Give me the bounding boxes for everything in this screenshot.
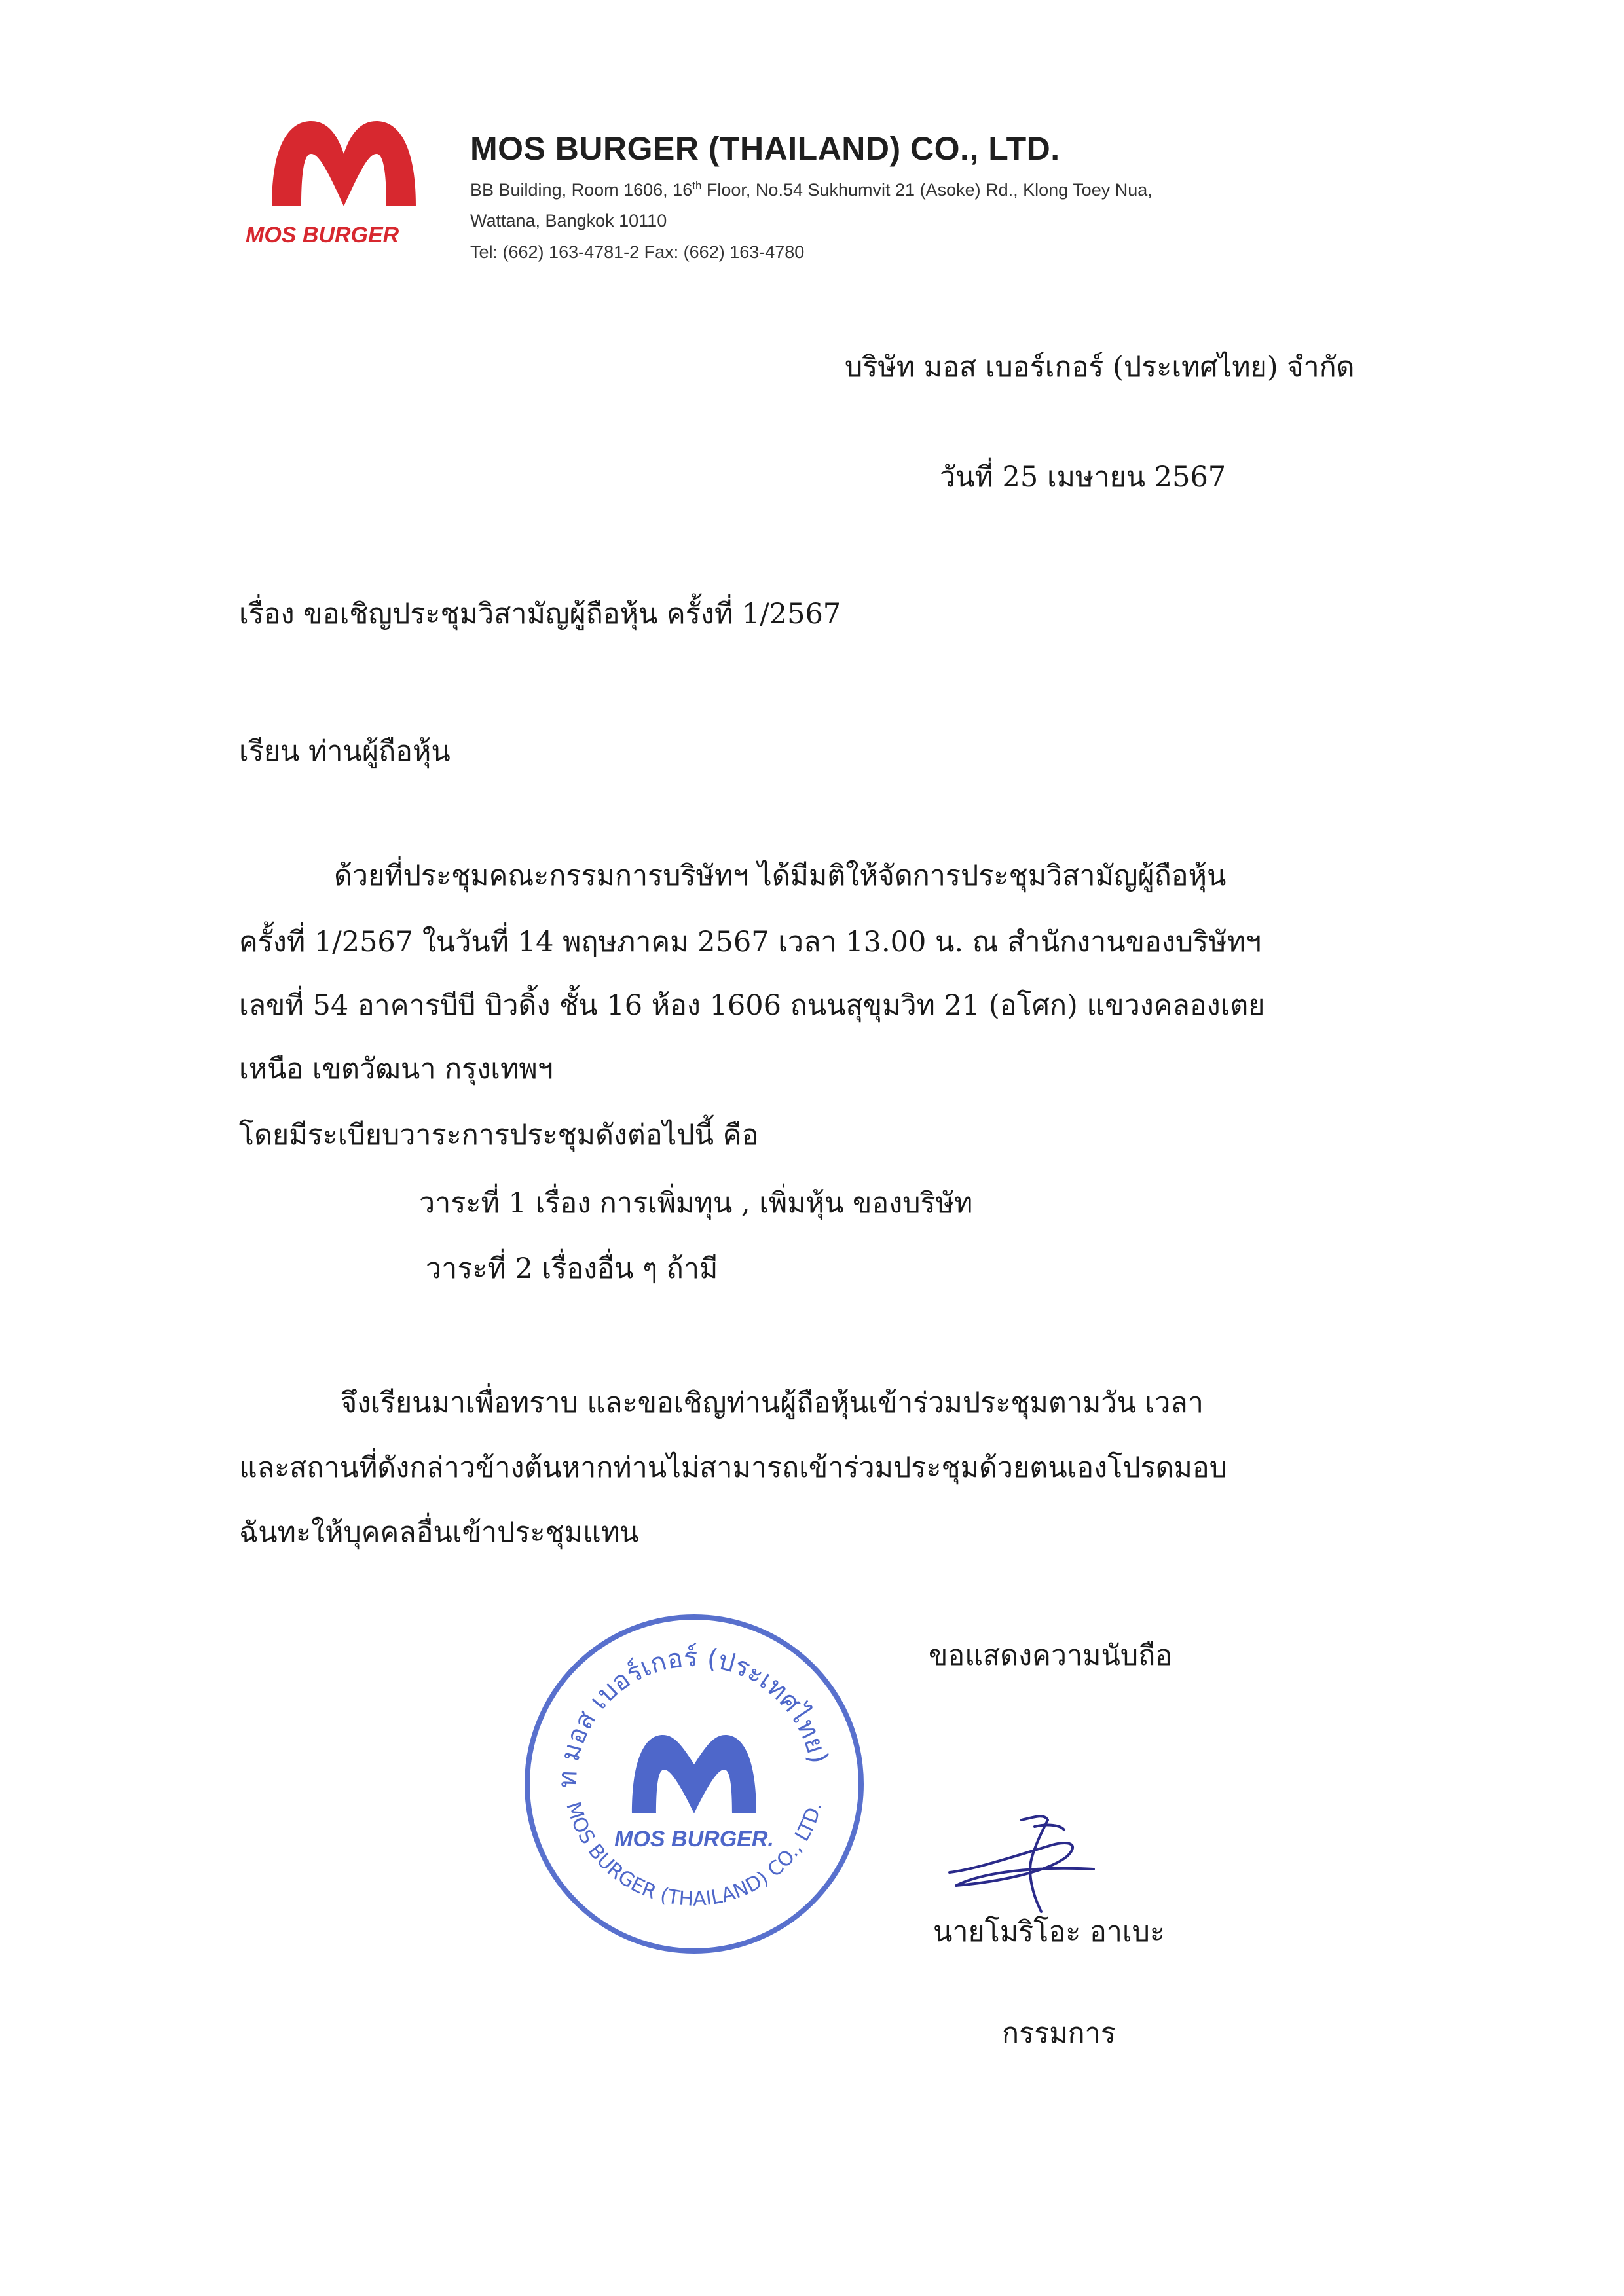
paragraph1-line: เหนือ เขตวัฒนา กรุงเทพฯ xyxy=(239,1053,553,1085)
letter-subject: เรื่อง ขอเชิญประชุมวิสามัญผู้ถือหุ้น ครั้งที่ 1/2567 xyxy=(239,598,841,630)
sender-company: บริษัท มอส เบอร์เกอร์ (ประเทศไทย) จำกัด xyxy=(845,351,1355,384)
paragraph2-line: จึงเรียนมาเพื่อทราบ และขอเชิญท่านผู้ถือหุ้นเข้าร่วมประชุมตามวัน เวลา xyxy=(341,1387,1204,1419)
svg-text:บริษัท มอส เบอร์เกอร์ (ประเทศไ: ท มอส เบอร์เกอร์ (ประเทศไทย) xyxy=(552,1642,834,1789)
agenda-intro: โดยมีระเบียบวาระการประชุมดังต่อไปนี้ คือ xyxy=(239,1119,759,1152)
signer-name: นายโมริโอะ อาเบะ xyxy=(933,1916,1166,1948)
svg-text:MOS BURGER.: MOS BURGER. xyxy=(614,1827,774,1851)
letter-date: วันที่ 25 เมษายน 2567 xyxy=(940,461,1227,494)
closing-salutation: ขอแสดงความนับถือ xyxy=(929,1639,1173,1672)
paragraph1-line: เลขที่ 54 อาคารบีบี บิวดิ้ง ชั้น 16 ห้อง 1606 ถนนสุขุมวิท 21 (อโศก) แขวงคลองเตย xyxy=(239,989,1265,1022)
paragraph2-line: และสถานที่ดังกล่าวข้างต้นหากท่านไม่สามารถเข้าร่วมประชุมด้วยตนเองโปรดมอบ xyxy=(239,1451,1227,1484)
address-line-1: BB Building, Room 1606, 16th Floor, No.54 Sukhumvit 21 (Asoke) Rd., Klong Toey Nua, xyxy=(470,179,1153,200)
paragraph1-line: ครั้งที่ 1/2567 ในวันที่ 14 พฤษภาคม 2567 เวลา 13.00 น. ณ สำนักงานของบริษัทฯ xyxy=(239,926,1262,958)
agenda-item: วาระที่ 2 เรื่องอื่น ๆ ถ้ามี xyxy=(426,1252,718,1285)
address-line-2: Wattana, Bangkok 10110 xyxy=(470,211,667,230)
stamp-logo-mark xyxy=(632,1735,756,1813)
letter-recipient: เรียน ท่านผู้ถือหุ้น xyxy=(239,735,451,768)
agenda-item: วาระที่ 1 เรื่อง การเพิ่มทุน , เพิ่มหุ้น ของบริษัท xyxy=(419,1187,973,1220)
mos-burger-logo xyxy=(246,115,442,252)
signer-title: กรรมการ xyxy=(1002,2017,1116,2050)
paragraph1-line: ด้วยที่ประชุมคณะกรรมการบริษัทฯ ได้มีมติให้จัดการประชุมวิสามัญผู้ถือหุ้น xyxy=(334,860,1227,892)
contact-line: Tel: (662) 163-4781-2 Fax: (662) 163-4780 xyxy=(470,242,805,262)
svg-text:MOS BURGER (THAILAND) CO., LTD: MOS BURGER (THAILAND) CO., LTD. xyxy=(561,1799,827,1911)
handwritten-signature xyxy=(936,1794,1113,1925)
logo-wordmark: MOS BURGER xyxy=(246,223,399,247)
company-name: MOS BURGER (THAILAND) CO., LTD. xyxy=(470,130,1060,167)
paragraph2-line: ฉันทะให้บุคคลอื่นเข้าประชุมแทน xyxy=(239,1516,639,1549)
company-stamp xyxy=(517,1607,871,1961)
